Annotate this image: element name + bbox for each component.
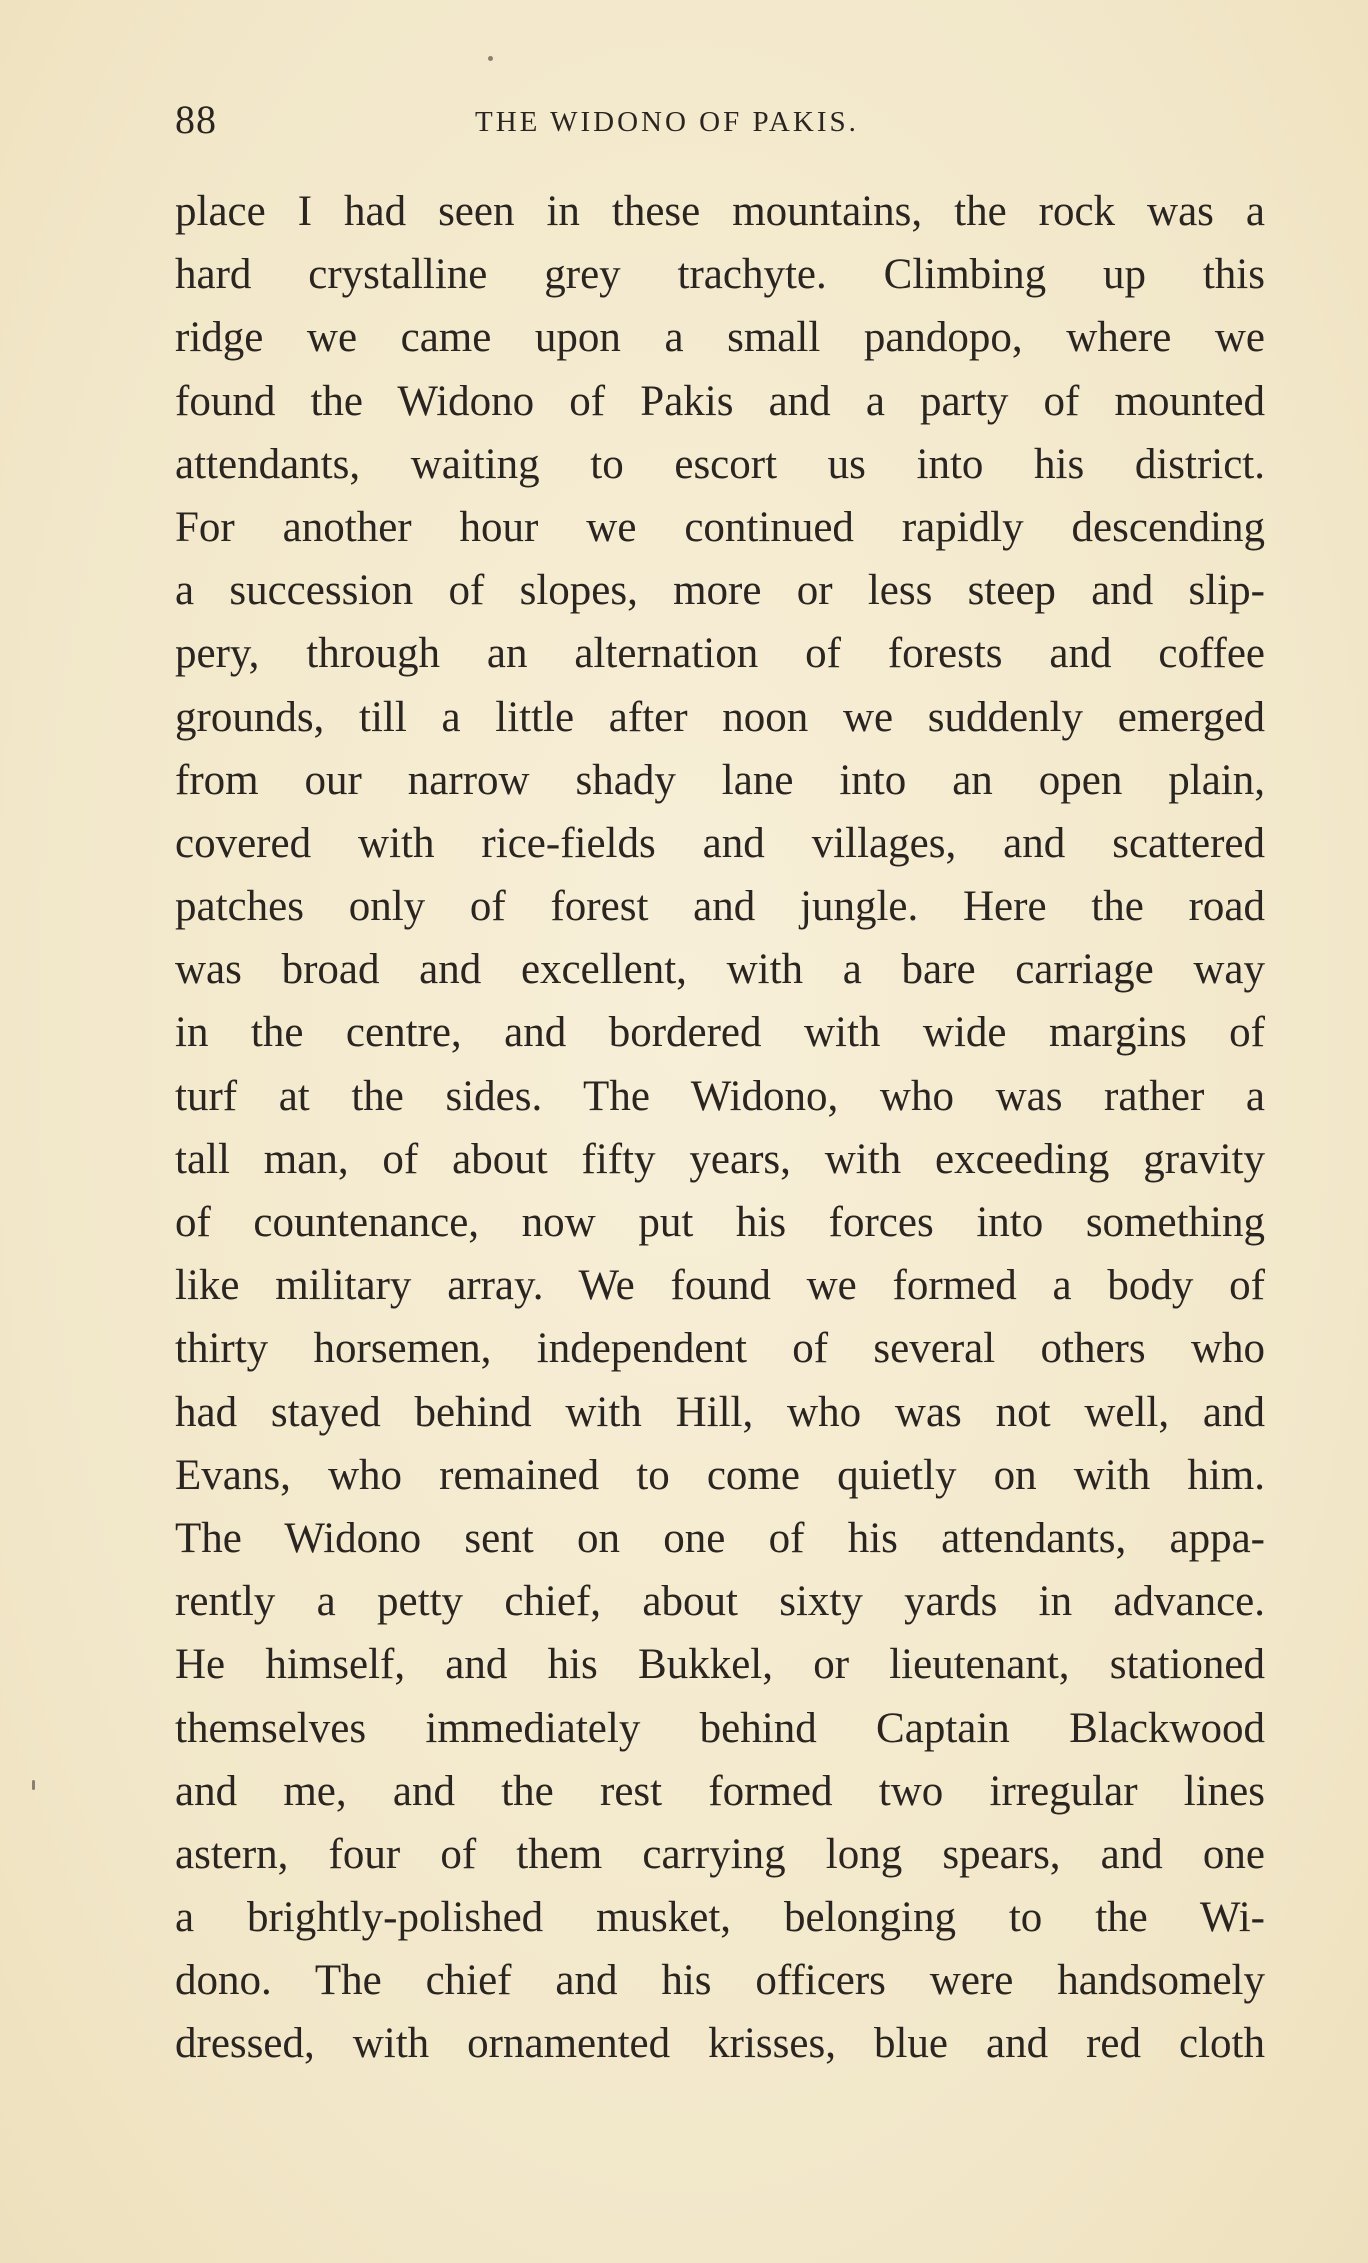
text-line: dono. The chief and his officers were handsomely — [175, 1957, 1265, 2005]
text-line: attendants, waiting to escort us into his district. — [175, 440, 1265, 488]
body-text — [175, 180, 1265, 2076]
text-line: pery, through an alternation of forests and coffee — [175, 630, 1265, 678]
text-line: a brightly-polished musket, belonging to the Wi- — [175, 1894, 1265, 1942]
text-line: thirty horsemen, independent of several others who — [175, 1325, 1265, 1373]
text-line: themselves immediately behind Captain Blackwood — [175, 1704, 1265, 1752]
text-line: turf at the sides. The Widono, who was rather a — [175, 1072, 1265, 1120]
paper-speck — [488, 56, 493, 61]
text-line: in the centre, and bordered with wide margins of — [175, 1009, 1265, 1057]
text-line: covered with rice-fields and villages, and scattered — [175, 819, 1265, 867]
text-line: was broad and excellent, with a bare carriage way — [175, 946, 1265, 994]
text-line: grounds, till a little after noon we suddenly emerged — [175, 693, 1265, 741]
text-line: and me, and the rest formed two irregular lines — [175, 1767, 1265, 1815]
text-line: tall man, of about fifty years, with exceeding gravity — [175, 1135, 1265, 1183]
running-head: THE WIDONO OF PAKIS. — [475, 106, 859, 138]
text-line: rently a petty chief, about sixty yards in advance. — [175, 1578, 1265, 1626]
text-line: dressed, with ornamented krisses, blue and red cloth — [175, 2020, 1265, 2068]
text-line: patches only of forest and jungle. Here the road — [175, 883, 1265, 931]
text-line: place I had seen in these mountains, the rock was a — [175, 188, 1265, 235]
page-header — [175, 96, 1265, 156]
text-line: hard crystalline grey trachyte. Climbing up this — [175, 251, 1265, 299]
page-number: 88 — [175, 97, 217, 142]
text-line: of countenance, now put his forces into something — [175, 1199, 1265, 1246]
text-line: a succession of slopes, more or less steep and slip- — [175, 567, 1265, 615]
text-line: The Widono sent on one of his attendants, appa- — [175, 1514, 1265, 1562]
paper-speck — [32, 1780, 35, 1790]
text-line: from our narrow shady lane into an open plain, — [175, 756, 1265, 804]
text-line: ridge we came upon a small pandopo, where we — [175, 314, 1265, 362]
text-line: astern, four of them carrying long spears, and one — [175, 1830, 1265, 1878]
text-line: like military array. We found we formed a body of — [175, 1262, 1265, 1310]
text-line: had stayed behind with Hill, who was not well, and — [175, 1388, 1265, 1436]
text-line: found the Widono of Pakis and a party of mounted — [175, 377, 1265, 425]
text-line: For another hour we continued rapidly descending — [175, 503, 1265, 551]
text-line: Evans, who remained to come quietly on with him. — [175, 1451, 1265, 1499]
text-line: He himself, and his Bukkel, or lieutenant, stationed — [175, 1641, 1265, 1689]
